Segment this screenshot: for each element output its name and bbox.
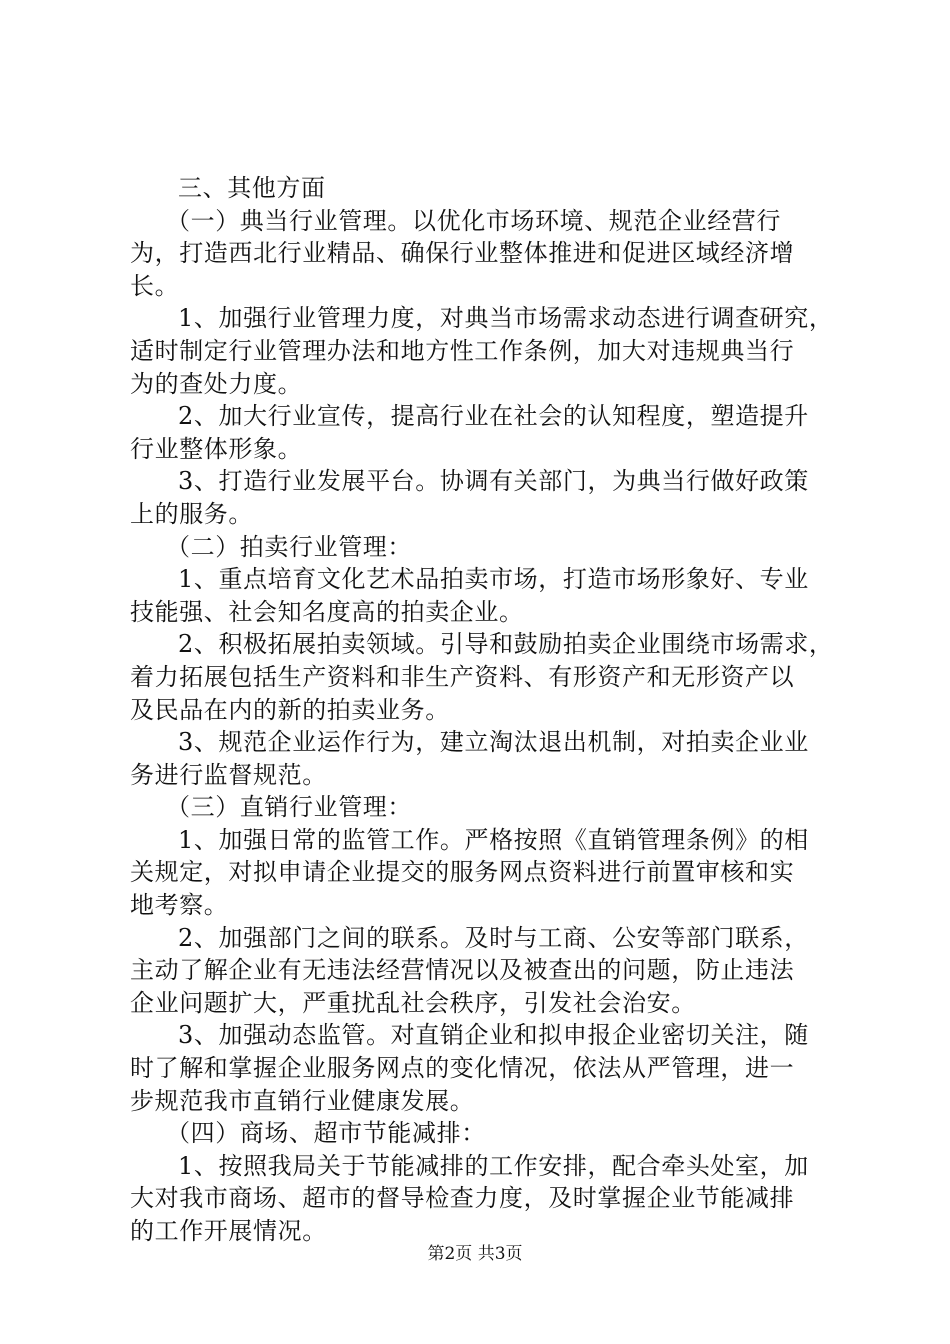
text-line: 2、加强部门之间的联系。及时与工商、公安等部门联系，	[178, 923, 809, 952]
text-line: 技能强、社会知名度高的拍卖企业。	[130, 597, 524, 626]
text-line: 适时制定行业管理办法和地方性工作条例，加大对违规典当行	[130, 336, 795, 365]
text-line: （一）典当行业管理。以优化市场环境、规范企业经营行	[166, 206, 781, 235]
text-line: （二）拍卖行业管理：	[166, 532, 412, 561]
text-line: 为的查处力度。	[130, 369, 303, 398]
text-line: 的工作开展情况。	[130, 1217, 327, 1245]
page-footer: 第2页 共3页	[427, 1244, 523, 1264]
text-line: 时了解和掌握企业服务网点的变化情况，依法从严管理，进一	[130, 1054, 795, 1083]
text-line: 长。	[130, 271, 180, 300]
text-line: 务进行监督规范。	[130, 760, 327, 789]
text-line: （四）商场、超市节能减排：	[166, 1119, 486, 1148]
text-line: 1、加强日常的监管工作。严格按照《直销管理条例》的相	[178, 825, 809, 854]
text-line: 3、加强动态监管。对直销企业和拟申报企业密切关注，随	[178, 1021, 809, 1050]
text-line: （三）直销行业管理：	[166, 793, 412, 822]
text-line: 2、加大行业宣传，提高行业在社会的认知程度，塑造提升	[178, 402, 809, 431]
text-line: 三、其他方面	[178, 174, 326, 202]
document-body	[130, 172, 834, 1248]
text-line: 2、积极拓展拍卖领域。引导和鼓励拍卖企业围绕市场需求，	[178, 630, 834, 659]
text-line: 上的服务。	[130, 499, 253, 528]
text-line: 企业问题扩大，严重扰乱社会秩序，引发社会治安。	[130, 988, 696, 1017]
text-line: 及民品在内的新的拍卖业务。	[130, 695, 450, 724]
text-line: 3、打造行业发展平台。协调有关部门，为典当行做好政策	[178, 467, 809, 496]
text-line: 为，打造西北行业精品、确保行业整体推进和促进区域经济增	[130, 239, 795, 268]
text-line: 行业整体形象。	[130, 434, 303, 463]
text-line: 着力拓展包括生产资料和非生产资料、有形资产和无形资产以	[130, 662, 795, 691]
text-line: 关规定，对拟申请企业提交的服务网点资料进行前置审核和实	[130, 858, 795, 887]
text-line: 1、重点培育文化艺术品拍卖市场，打造市场形象好、专业	[178, 565, 809, 594]
text-line: 地考察。	[130, 891, 229, 920]
text-line: 1、按照我局关于节能减排的工作安排，配合牵头处室，加	[178, 1151, 809, 1180]
text-line: 主动了解企业有无违法经营情况以及被查出的问题，防止违法	[130, 956, 795, 985]
text-line: 步规范我市直销行业健康发展。	[130, 1086, 475, 1115]
text-line: 3、规范企业运作行为，建立淘汰退出机制，对拍卖企业业	[178, 728, 809, 757]
text-line: 1、加强行业管理力度，对典当市场需求动态进行调查研究，	[178, 304, 834, 333]
text-line: 大对我市商场、超市的督导检查力度，及时掌握企业节能减排	[130, 1184, 795, 1213]
